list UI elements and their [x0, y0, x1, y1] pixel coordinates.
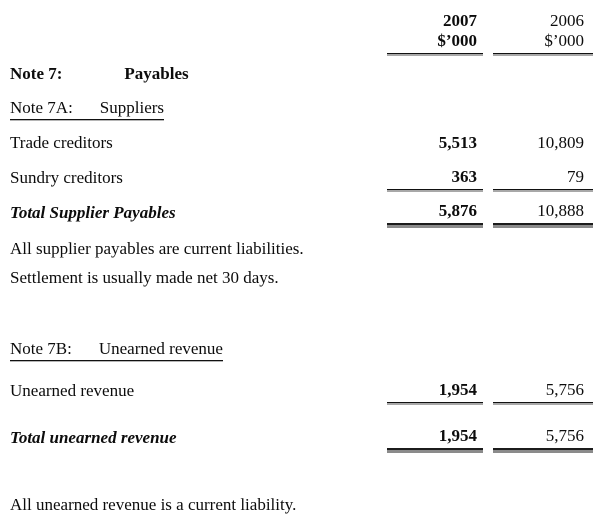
- row-label: Unearned revenue: [10, 381, 135, 400]
- value-2006: 79: [493, 167, 593, 190]
- header-spacer: [10, 52, 387, 54]
- note7a-heading: [10, 98, 593, 120]
- year-2006-header: 2006: [550, 11, 584, 30]
- value-2006: 10,809: [537, 133, 584, 152]
- note7b-comment-1: All unearned revenue is a current liability.: [10, 495, 297, 514]
- column-unit-header-row: [10, 31, 593, 54]
- note7-heading: [10, 64, 593, 84]
- total-value-2007: 1,954: [387, 426, 483, 450]
- table-row-total-supplier-payables: [10, 201, 593, 225]
- column-year-header-row: [10, 11, 593, 31]
- note7b-title: Unearned revenue: [98, 339, 223, 358]
- total-value-2007: 5,876: [387, 201, 483, 225]
- table-row-unearned-revenue: [10, 380, 593, 403]
- total-label: Total Supplier Payables: [10, 203, 176, 222]
- total-value-2006: 10,888: [493, 201, 593, 225]
- value-2007: 363: [387, 167, 483, 190]
- value-2007: 5,513: [438, 133, 477, 152]
- row-label: Sundry creditors: [10, 168, 123, 187]
- value-2006: 5,756: [493, 380, 593, 403]
- note7-label: Note 7:: [10, 64, 63, 83]
- note7a-label: Note 7A:: [10, 98, 73, 117]
- table-row-sundry-creditors: [10, 167, 593, 190]
- row-label: Trade creditors: [10, 133, 113, 152]
- year-2007-header: 2007: [443, 11, 477, 30]
- total-label: Total unearned revenue: [10, 428, 177, 447]
- unit-2007-header: $’000: [387, 31, 483, 54]
- total-value-2006: 5,756: [493, 426, 593, 450]
- note7b-label: Note 7B:: [10, 339, 72, 358]
- table-row-total-unearned-revenue: [10, 426, 593, 450]
- note7a-title: Suppliers: [99, 98, 165, 117]
- note7-title: Payables: [124, 64, 189, 83]
- table-row-trade-creditors: [10, 133, 593, 155]
- note7b-heading: [10, 339, 593, 361]
- note7a-comment-1: All supplier payables are current liabilities.: [10, 239, 304, 258]
- value-2007: 1,954: [387, 380, 483, 403]
- note7a-comment-2: Settlement is usually made net 30 days.: [10, 268, 279, 287]
- unit-2006-header: $’000: [493, 31, 593, 54]
- header-spacer: [10, 29, 387, 31]
